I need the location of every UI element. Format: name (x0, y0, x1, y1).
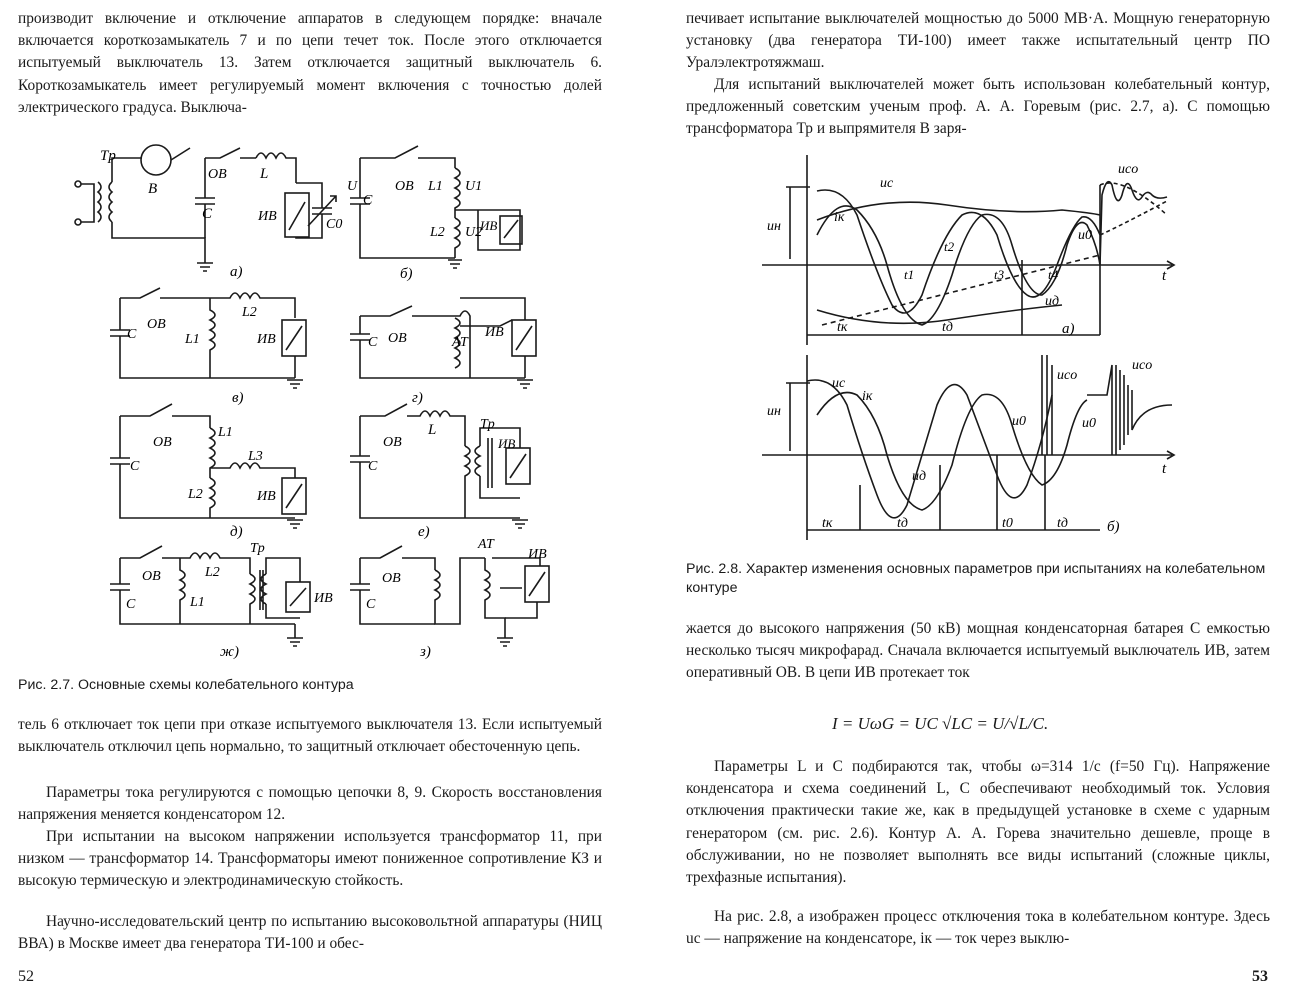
left-paragraph-3: При испытании на высоком напряжении используется трансформатор 11, при низком — трансформатор 14. Трансформаторы имеют пониженное сопротивление КЗ и высокую термическую и электродинамическую стойкость. (18, 828, 602, 890)
label-iv-v: ИВ (257, 332, 276, 347)
label-iv-a: ИВ (258, 209, 277, 224)
label-iv-d: ИВ (257, 489, 276, 504)
label-c-z: C (366, 597, 376, 612)
label-fig-v: в) (232, 390, 244, 406)
label-tk-b: tк (822, 516, 833, 531)
label-tp: Tр (100, 148, 116, 164)
circuit-b (347, 146, 522, 282)
label-uc-b: uc (832, 376, 846, 391)
label-iv-z: ИВ (528, 547, 547, 562)
label-graph-a: а) (1062, 321, 1075, 337)
label-fig-zh: ж) (220, 644, 239, 660)
left-page (0, 0, 620, 999)
label-td-b1: tд (897, 516, 908, 531)
label-l-e: L (428, 422, 437, 438)
right-paragraph-5: На рис. 2.8, а изображен процесс отключения тока в колебательном контуре. Здесь uc — напряжение на конденсаторе, iк — ток через выклю- (686, 908, 1270, 948)
circuit-v (110, 288, 306, 406)
label-ob-z: OB (382, 571, 401, 586)
label-t0-b: t0 (1002, 516, 1013, 531)
label-ud-b: uд (912, 469, 927, 484)
right-paragraph-4: Параметры L и C подбираются так, чтобы ω=314 1/с (f=50 Гц). Напряжение конденсатора и схема соединений L, C обеспечивают необходимый ток. Условия отключения практически такие же, как в предыдущей установке в схеме с ударным генератором (см. рис. 2.6). Контур А. А. Горева значительно дешевле, проще в обслуживании, но не позволяет выполнять все виды испытаний (сложные циклы, трехфазные испытания). (686, 758, 1270, 887)
label-c0: C0 (326, 217, 343, 232)
label-iv-g: ИВ (485, 325, 504, 340)
label-u0-b1: u0 (1012, 414, 1026, 429)
label-iv-b: ИВ (480, 218, 498, 233)
label-uco-b1: uco (1057, 368, 1078, 383)
label-t-b: t (1162, 461, 1167, 477)
label-l2-zh: L2 (205, 565, 220, 580)
label-fig-e: е) (418, 524, 430, 540)
figure-2-8-graphs (762, 155, 1182, 545)
label-l1-d: L1 (218, 425, 233, 440)
label-t1: t1 (904, 267, 915, 282)
label-ik-a: iк (834, 210, 845, 225)
figure-2-7-circuits (60, 138, 580, 664)
left-paragraph-top: производит включение и отключение аппаратов в следующем порядке: вначале включается короткозамыкатель 7 и по цепи течет ток. После этого отключается испытуемый выключатель 13. Затем отключается защитный выключатель 6. Короткозамыкатель имеет регулируемый момент включения с точностью долей электрического градуса. Выключа- (18, 10, 602, 116)
label-u2: U2 (465, 225, 483, 240)
label-t3: t3 (994, 267, 1005, 282)
label-ob-b: OB (395, 179, 414, 194)
label-l2-v: L2 (242, 305, 257, 320)
graph-b (762, 355, 1174, 540)
label-un-a: uн (767, 219, 781, 234)
circuit-g (350, 298, 536, 406)
circuit-d (110, 404, 306, 540)
label-iv-zh: ИВ (314, 591, 333, 606)
label-td-a: tд (942, 320, 953, 335)
label-c-a: C (202, 206, 213, 222)
circuit-a (75, 145, 342, 280)
left-paragraph-4: Научно-исследовательский центр по испытанию высоковольтной аппаратуры (НИЦ ВВА) в Москве имеет два генератора ТИ-100 и обес- (18, 913, 602, 953)
label-t-a: t (1162, 268, 1167, 284)
label-u: U (347, 179, 358, 194)
label-ob-g: OB (388, 331, 407, 346)
label-tk-a: tк (837, 320, 848, 335)
label-td-b2: tд (1057, 516, 1068, 531)
label-tp-e: Tр (480, 417, 495, 432)
label-u0-a: u0 (1078, 228, 1092, 243)
right-page (672, 0, 1282, 999)
label-fig-g: г) (412, 390, 423, 406)
label-fig-b: б) (400, 266, 413, 282)
right-paragraph-top: печивает испытание выключателей мощностью до 5000 МВ·А. Мощную генераторную установку (два генератора ТИ-100) имеет также испытательный центр ПО Уралэлектротяжмаш. (686, 10, 1270, 72)
label-c-v: C (127, 327, 137, 342)
label-graph-b: б) (1107, 519, 1120, 535)
label-t2: t2 (944, 239, 955, 254)
label-uco-b2: uco (1132, 358, 1153, 373)
label-l3: L3 (248, 449, 263, 464)
current-formula: I = UωG = UC √LC = U/√L/C. (832, 714, 1049, 733)
label-un-b: uн (767, 404, 781, 419)
label-at-z: АТ (478, 537, 494, 552)
label-fig-d: д) (230, 524, 243, 540)
label-ik-b: iк (862, 389, 873, 404)
label-b: B (148, 181, 158, 197)
left-paragraph-1: тель 6 отключает ток цепи при отказе испытуемого выключателя 13. Если испытуемый выключатель отключил цепь нормально, то защитный отключает обесточенную цепь. (18, 716, 602, 756)
figure-2-8-caption: Рис. 2.8. Характер изменения основных параметров при испытаниях на колебательном контуре (686, 561, 1266, 596)
label-u0-b2: u0 (1082, 416, 1096, 431)
label-l1-v: L1 (185, 332, 200, 347)
label-ob-d: OB (153, 435, 172, 450)
page-number-left: 52 (18, 968, 34, 985)
figure-2-7-caption: Рис. 2.7. Основные схемы колебательного контура (18, 677, 354, 693)
label-tp-zh: Tр (250, 541, 265, 556)
label-l2-d: L2 (188, 487, 203, 502)
label-c-d: C (130, 459, 140, 474)
label-at-g: АТ (452, 335, 468, 350)
label-t4: t4 (1048, 267, 1059, 282)
circuit-zh (110, 541, 333, 660)
left-paragraph-2: Параметры тока регулируются с помощью цепочки 8, 9. Скорость восстановления напряжения меняется конденсатором 12. (18, 784, 602, 824)
label-c-b: C (363, 193, 373, 208)
label-l1-zh: L1 (190, 595, 205, 610)
label-ob-a: OB (208, 167, 227, 182)
label-ud-a: uд (1045, 294, 1060, 309)
label-ob-zh: OB (142, 569, 161, 584)
label-ob-e: OB (383, 435, 402, 450)
label-c-e: C (368, 459, 378, 474)
label-fig-a: а) (230, 264, 243, 280)
label-l1-b: L1 (428, 179, 443, 194)
label-fig-z: з) (420, 644, 431, 660)
right-paragraph-3: жается до высокого напряжения (50 кВ) мощная конденсаторная батарея С емкостью несколько тысяч микрофарад. Сначала включается испытуемый выключатель ИВ, затем оперативный ОВ. В цепи ИВ протекает ток (686, 620, 1270, 682)
label-l2-b: L2 (430, 225, 445, 240)
graph-a (762, 155, 1174, 345)
label-uc-a: uc (880, 176, 894, 191)
label-ob-v: OB (147, 317, 166, 332)
page-number-right: 53 (1252, 968, 1268, 985)
label-uco-a: uco (1118, 162, 1139, 177)
label-u1: U1 (465, 179, 483, 194)
circuit-z (350, 537, 549, 660)
circuit-e (350, 404, 530, 540)
label-c-zh: C (126, 597, 136, 612)
label-c-g: C (368, 335, 378, 350)
label-l-a: L (260, 166, 269, 182)
label-iv-e: ИВ (498, 436, 516, 451)
right-paragraph-2: Для испытаний выключателей может быть использован колебательный контур, предложенный советским ученым проф. А. А. Горевым (рис. 2.7, а). С помощью трансформатора Тр и выпрямителя В заря- (686, 76, 1270, 138)
